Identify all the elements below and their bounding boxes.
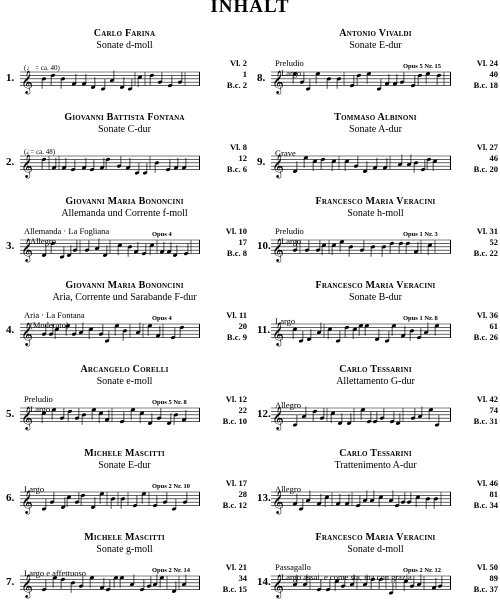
ref-bc: B.c. 18 [473, 80, 498, 90]
treble-clef-icon: 𝄞 [272, 153, 284, 178]
contents-entry [2, 442, 247, 526]
page-references [460, 142, 498, 175]
work-title: Sonate E-dur [98, 460, 151, 471]
ref-page: 40 [489, 69, 498, 79]
tempo-marking: Passagallo [275, 562, 311, 572]
opus-number: Opus 1 Nr. 3 [403, 231, 438, 238]
treble-clef-icon: 𝄞 [21, 405, 33, 430]
composer-name: Michele Mascitti [84, 448, 165, 459]
treble-clef-icon: 𝄞 [21, 489, 33, 514]
tempo-marking: Preludio [275, 58, 304, 68]
treble-clef-icon: 𝄞 [272, 489, 284, 514]
entry-number: 2. [6, 156, 15, 168]
tempo-marking: Allegro [275, 400, 301, 410]
opus-number: Opus 2 Nr. 14 [152, 567, 191, 574]
ref-page: 20 [238, 321, 247, 331]
tempo-marking-secondary: Allegro [30, 236, 56, 246]
composer-name: Carlo Farina [93, 28, 156, 39]
ref-page: 1 [242, 69, 247, 79]
contents-entry [253, 22, 498, 106]
work-title: Trattenimento A-dur [334, 460, 417, 471]
ref-page: 52 [489, 237, 498, 247]
treble-clef-icon: 𝄞 [272, 573, 284, 598]
contents-entry [253, 442, 498, 526]
work-title: Sonate d-moll [347, 544, 404, 555]
music-incipit [271, 142, 451, 184]
opus-number: Opus 2 Nr. 12 [403, 567, 442, 574]
treble-clef-icon: 𝄞 [272, 69, 284, 94]
work-title: Aria, Corrente und Sarabande F-dur [52, 292, 197, 303]
tempo-marking: Largo [24, 484, 45, 494]
composer-name: Carlo Tessarini [339, 448, 412, 459]
composer-name: Tommaso Albinoni [334, 112, 417, 123]
contents-entry [253, 274, 498, 358]
ref-page: 46 [489, 153, 498, 163]
contents-entry [253, 526, 498, 610]
tempo-marking: Allemanda · La Fogliana [24, 226, 110, 236]
ref-bc: B.c. 37 [473, 584, 498, 594]
composer-name: Michele Mascitti [84, 532, 165, 543]
ref-vl: Vl. 46 [476, 478, 498, 488]
composer-name: Antonio Vivaldi [339, 28, 412, 39]
page-references [209, 478, 247, 511]
tempo-marking: Grave [275, 148, 296, 158]
entry-number: 6. [6, 492, 15, 504]
composer-name: Francesco Maria Veracini [315, 280, 436, 291]
page-references [209, 562, 247, 595]
entry-number: 9. [257, 156, 266, 168]
page-references [209, 58, 247, 91]
page-references [460, 478, 498, 511]
treble-clef-icon: 𝄞 [21, 321, 33, 346]
page-references [209, 226, 247, 259]
ref-vl: Vl. 24 [476, 58, 498, 68]
tempo-marking: Aria · La Fontana [24, 310, 85, 320]
ref-vl: Vl. 10 [225, 226, 247, 236]
treble-clef-icon: 𝄞 [272, 321, 284, 346]
contents-entry [2, 190, 247, 274]
entry-number: 11. [257, 324, 271, 336]
work-title: Sonate e-moll [96, 376, 153, 387]
work-title: Sonate E-dur [349, 40, 402, 51]
contents-entry [2, 358, 247, 442]
page-references [460, 58, 498, 91]
ref-vl: Vl. 2 [230, 58, 247, 68]
ref-page: 17 [238, 237, 247, 247]
ref-bc: B.c. 31 [473, 416, 498, 426]
composer-name: Giovanni Maria Bononcini [65, 280, 184, 291]
composer-name: Arcangelo Corelli [80, 364, 169, 375]
work-title: Sonate A-dur [348, 124, 403, 135]
contents-entry [253, 106, 498, 190]
work-title: Allemanda und Corrente f-moll [61, 208, 188, 219]
ref-bc: B.c. 22 [473, 248, 498, 258]
contents-entry [2, 106, 247, 190]
tempo-marking: Largo [275, 316, 296, 326]
metronome-mark: (♩ = ca. 40) [24, 64, 60, 72]
page-references [460, 310, 498, 343]
ref-bc: B.c. 34 [473, 500, 498, 510]
composer-name: Giovanni Maria Bononcini [65, 196, 184, 207]
contents-entry [253, 190, 498, 274]
treble-clef-icon: 𝄞 [21, 573, 33, 598]
opus-number: Opus 2 Nr. 10 [152, 483, 191, 490]
ref-vl: Vl. 31 [476, 226, 498, 236]
ref-bc: B.c. 20 [473, 164, 498, 174]
ref-page: 12 [238, 153, 247, 163]
treble-clef-icon: 𝄞 [272, 405, 284, 430]
ref-vl: Vl. 50 [476, 562, 498, 572]
tempo-marking: Preludio [275, 226, 304, 236]
ref-bc: B.c. 26 [473, 332, 498, 342]
treble-clef-icon: 𝄞 [21, 69, 33, 94]
ref-page: 61 [489, 321, 498, 331]
ref-bc: B.c. 6 [226, 164, 247, 174]
ref-vl: Vl. 11 [226, 310, 247, 320]
tempo-marking: Preludio [24, 394, 53, 404]
opus-number: Opus 4 [152, 315, 172, 322]
composer-name: Carlo Tessarini [339, 364, 412, 375]
work-title: Sonate h-moll [347, 208, 404, 219]
page-references [209, 310, 247, 343]
page-references [460, 226, 498, 259]
page-references [460, 562, 498, 595]
ref-vl: Vl. 8 [230, 142, 247, 152]
contents-entry [2, 526, 247, 610]
work-title: Sonate d-moll [96, 40, 153, 51]
ref-bc: B.c. 9 [226, 332, 247, 342]
tempo-marking: Allegro [275, 484, 301, 494]
ref-vl: Vl. 17 [225, 478, 247, 488]
opus-number: Opus 4 [152, 231, 172, 238]
tempo-marking: Largo e affettuoso [24, 568, 86, 578]
entry-number: 4. [6, 324, 15, 336]
work-title: Sonate B-dur [348, 292, 403, 303]
ref-bc: B.c. 8 [226, 248, 247, 258]
tempo-marking-secondary: Largo [281, 68, 302, 78]
ref-vl: Vl. 36 [476, 310, 498, 320]
ref-vl: Vl. 27 [476, 142, 498, 152]
opus-number: Opus 1 Nr. 8 [403, 315, 438, 322]
page-references [209, 394, 247, 427]
entry-number: 12. [257, 408, 271, 420]
entry-number: 7. [6, 576, 15, 588]
contents-entry [2, 22, 247, 106]
tempo-marking-secondary: (Moderato) [30, 320, 69, 330]
treble-clef-icon: 𝄞 [21, 153, 33, 178]
entry-number: 5. [6, 408, 15, 420]
composer-name: Francesco Maria Veracini [315, 196, 436, 207]
ref-bc: B.c. 10 [222, 416, 247, 426]
ref-page: 81 [489, 489, 498, 499]
treble-clef-icon: 𝄞 [21, 237, 33, 262]
ref-bc: B.c. 15 [222, 584, 247, 594]
work-title: Allettamento G-dur [336, 376, 415, 387]
ref-page: 74 [489, 405, 498, 415]
contents-entry [2, 274, 247, 358]
composer-name: Giovanni Battista Fontana [64, 112, 185, 123]
entry-number: 14. [257, 576, 271, 588]
entry-number: 10. [257, 240, 271, 252]
metronome-mark: (𝅗𝅥 = ca. 48) [24, 148, 56, 156]
page-title: INHALT [210, 0, 290, 17]
ref-page: 22 [238, 405, 247, 415]
entry-number: 1. [6, 72, 15, 84]
ref-page: 28 [238, 489, 247, 499]
treble-clef-icon: 𝄞 [272, 237, 284, 262]
ref-page: 34 [238, 573, 247, 583]
tempo-marking-secondary: Largo [30, 404, 51, 414]
tempo-marking-secondary: Largo assai, e come sta, ma con grazia [281, 572, 412, 582]
ref-vl: Vl. 12 [225, 394, 247, 404]
incipit-staff [271, 142, 451, 189]
contents-entry [253, 358, 498, 442]
work-title: Sonate C-dur [97, 124, 152, 135]
page-references [460, 394, 498, 427]
entry-number: 3. [6, 240, 15, 252]
ref-bc: B.c. 2 [226, 80, 247, 90]
ref-bc: B.c. 12 [222, 500, 247, 510]
entry-number: 13. [257, 492, 271, 504]
tempo-marking-secondary: Largo [281, 236, 302, 246]
composer-name: Francesco Maria Veracini [315, 532, 436, 543]
page-references [209, 142, 247, 175]
entry-number: 8. [257, 72, 266, 84]
ref-vl: Vl. 42 [476, 394, 498, 404]
opus-number: Opus 5 Nr. 8 [152, 399, 187, 406]
work-title: Sonate g-moll [96, 544, 153, 555]
ref-vl: Vl. 21 [225, 562, 247, 572]
opus-number: Opus 5 Nr. 15 [403, 63, 442, 70]
ref-page: 89 [489, 573, 498, 583]
